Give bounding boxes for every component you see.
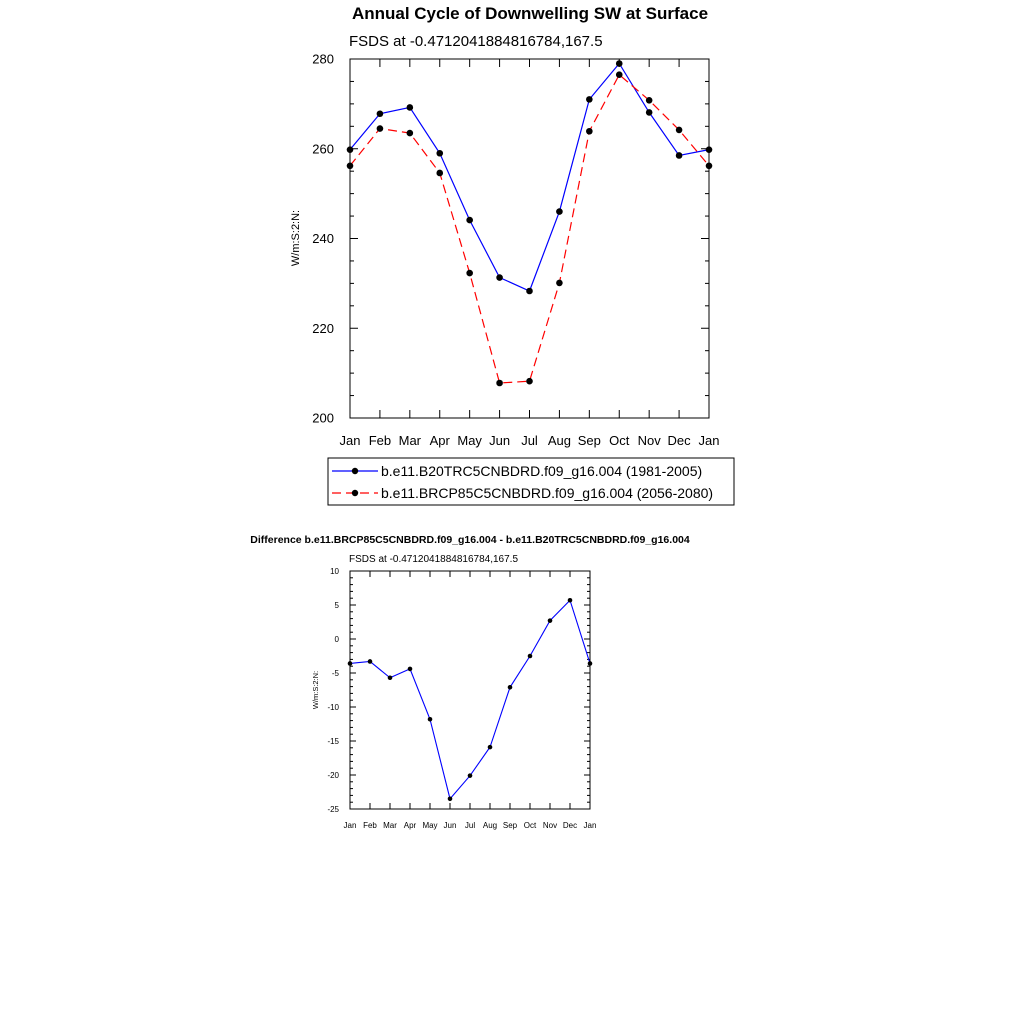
y-tick-label: 280	[312, 51, 334, 67]
diff-chart-title: Difference b.e11.BRCP85C5CNBDRD.f09_g16.004 - b.e11.B20TRC5CNBDRD.f09_g16.004	[250, 534, 690, 546]
x-tick-label: Apr	[403, 821, 417, 830]
data-point-series-2	[347, 163, 354, 170]
legend-marker-series-2	[352, 490, 358, 496]
x-tick-label: Jan	[698, 433, 720, 448]
data-point-series-1	[526, 288, 533, 295]
data-point-series-1	[616, 60, 623, 67]
data-point-series-2	[586, 128, 593, 135]
x-tick-label: Feb	[368, 433, 392, 448]
data-point-series-1	[407, 104, 414, 111]
x-tick-label: Aug	[547, 433, 571, 448]
y-tick-label: 220	[312, 320, 334, 336]
x-tick-label: Jun	[489, 433, 511, 448]
y-tick-label: 0	[334, 634, 339, 644]
x-tick-label: Jan	[339, 433, 361, 448]
data-point-series-1	[646, 109, 653, 116]
data-point-series-1	[428, 717, 433, 722]
data-point-series-1	[388, 675, 393, 680]
x-tick-label: May	[457, 433, 482, 448]
plot-frame	[350, 571, 590, 809]
x-tick-label: Feb	[363, 821, 377, 830]
data-point-series-2	[556, 280, 563, 287]
data-point-series-1	[448, 797, 453, 802]
x-tick-label: Nov	[542, 821, 558, 830]
data-point-series-2	[466, 270, 473, 277]
data-point-series-1	[488, 745, 493, 750]
legend-label-series-2: b.e11.BRCP85C5CNBDRD.f09_g16.004 (2056-2080)	[381, 485, 714, 501]
data-point-series-1	[586, 96, 593, 103]
data-point-series-2	[377, 125, 384, 132]
y-tick-label: 200	[312, 410, 334, 426]
x-tick-label: Dec	[667, 433, 691, 448]
x-tick-label: Oct	[523, 821, 537, 830]
y-tick-label: -15	[327, 736, 339, 746]
x-tick-label: Jan	[583, 821, 597, 830]
x-tick-label: Sep	[502, 821, 518, 830]
data-point-series-1	[436, 150, 443, 157]
data-point-series-2	[646, 97, 653, 104]
x-tick-label: Oct	[609, 433, 630, 448]
data-point-series-1	[706, 146, 713, 153]
chart-title: Annual Cycle of Downwelling SW at Surface	[351, 4, 709, 23]
data-point-series-1	[468, 773, 473, 778]
y-tick-label: 5	[334, 600, 339, 610]
x-tick-label: Apr	[429, 433, 450, 448]
series-line-1	[350, 600, 590, 799]
x-tick-label: Jul	[521, 433, 538, 448]
data-point-series-1	[548, 618, 553, 623]
x-tick-label: Mar	[383, 821, 397, 830]
data-point-series-1	[528, 654, 533, 659]
y-tick-label: -10	[327, 702, 339, 712]
data-point-series-1	[588, 661, 593, 666]
y-tick-label: 260	[312, 141, 334, 157]
diff-chart-subtitle: FSDS at -0.4712041884816784,167.5	[349, 554, 519, 565]
x-tick-label: Sep	[577, 433, 601, 448]
data-point-series-2	[706, 163, 713, 170]
y-tick-label: 240	[312, 231, 334, 247]
x-tick-label: Jul	[464, 821, 476, 830]
plot-frame	[350, 59, 709, 418]
data-point-series-1	[508, 685, 513, 690]
data-point-series-1	[348, 661, 353, 666]
data-point-series-1	[408, 667, 413, 672]
diff-y-axis-label: W/m:S:2:N:	[311, 670, 320, 710]
y-axis-label: W/m:S:2:N:	[290, 209, 302, 267]
data-point-series-1	[368, 659, 373, 664]
data-point-series-1	[347, 146, 354, 153]
x-tick-label: Jun	[443, 821, 457, 830]
data-point-series-1	[466, 217, 473, 224]
data-point-series-2	[526, 378, 533, 385]
x-tick-label: May	[422, 821, 438, 830]
legend-marker-series-1	[352, 468, 358, 474]
y-tick-label: -20	[327, 770, 339, 780]
data-point-series-1	[377, 110, 384, 117]
series-line-1	[350, 63, 709, 291]
x-tick-label: Jan	[343, 821, 357, 830]
data-point-series-2	[436, 170, 443, 177]
x-tick-label: Mar	[398, 433, 422, 448]
data-point-series-2	[407, 130, 414, 137]
data-point-series-1	[568, 598, 573, 603]
y-tick-label: -25	[327, 804, 339, 814]
data-point-series-2	[496, 380, 503, 387]
legend-label-series-1: b.e11.B20TRC5CNBDRD.f09_g16.004 (1981-2005)	[381, 463, 703, 479]
plot-area-main	[312, 52, 719, 448]
plot-area-difference	[327, 567, 596, 830]
legend	[328, 458, 734, 505]
data-point-series-1	[676, 152, 683, 159]
x-tick-label: Dec	[562, 821, 578, 830]
data-point-series-1	[496, 274, 503, 281]
data-point-series-1	[556, 208, 563, 215]
x-tick-label: Aug	[482, 821, 498, 830]
data-point-series-2	[616, 71, 623, 78]
y-tick-label: -5	[331, 668, 339, 678]
chart-subtitle: FSDS at -0.4712041884816784,167.5	[349, 33, 603, 50]
x-tick-label: Nov	[637, 433, 661, 448]
y-tick-label: 10	[330, 566, 339, 576]
data-point-series-2	[676, 127, 683, 134]
